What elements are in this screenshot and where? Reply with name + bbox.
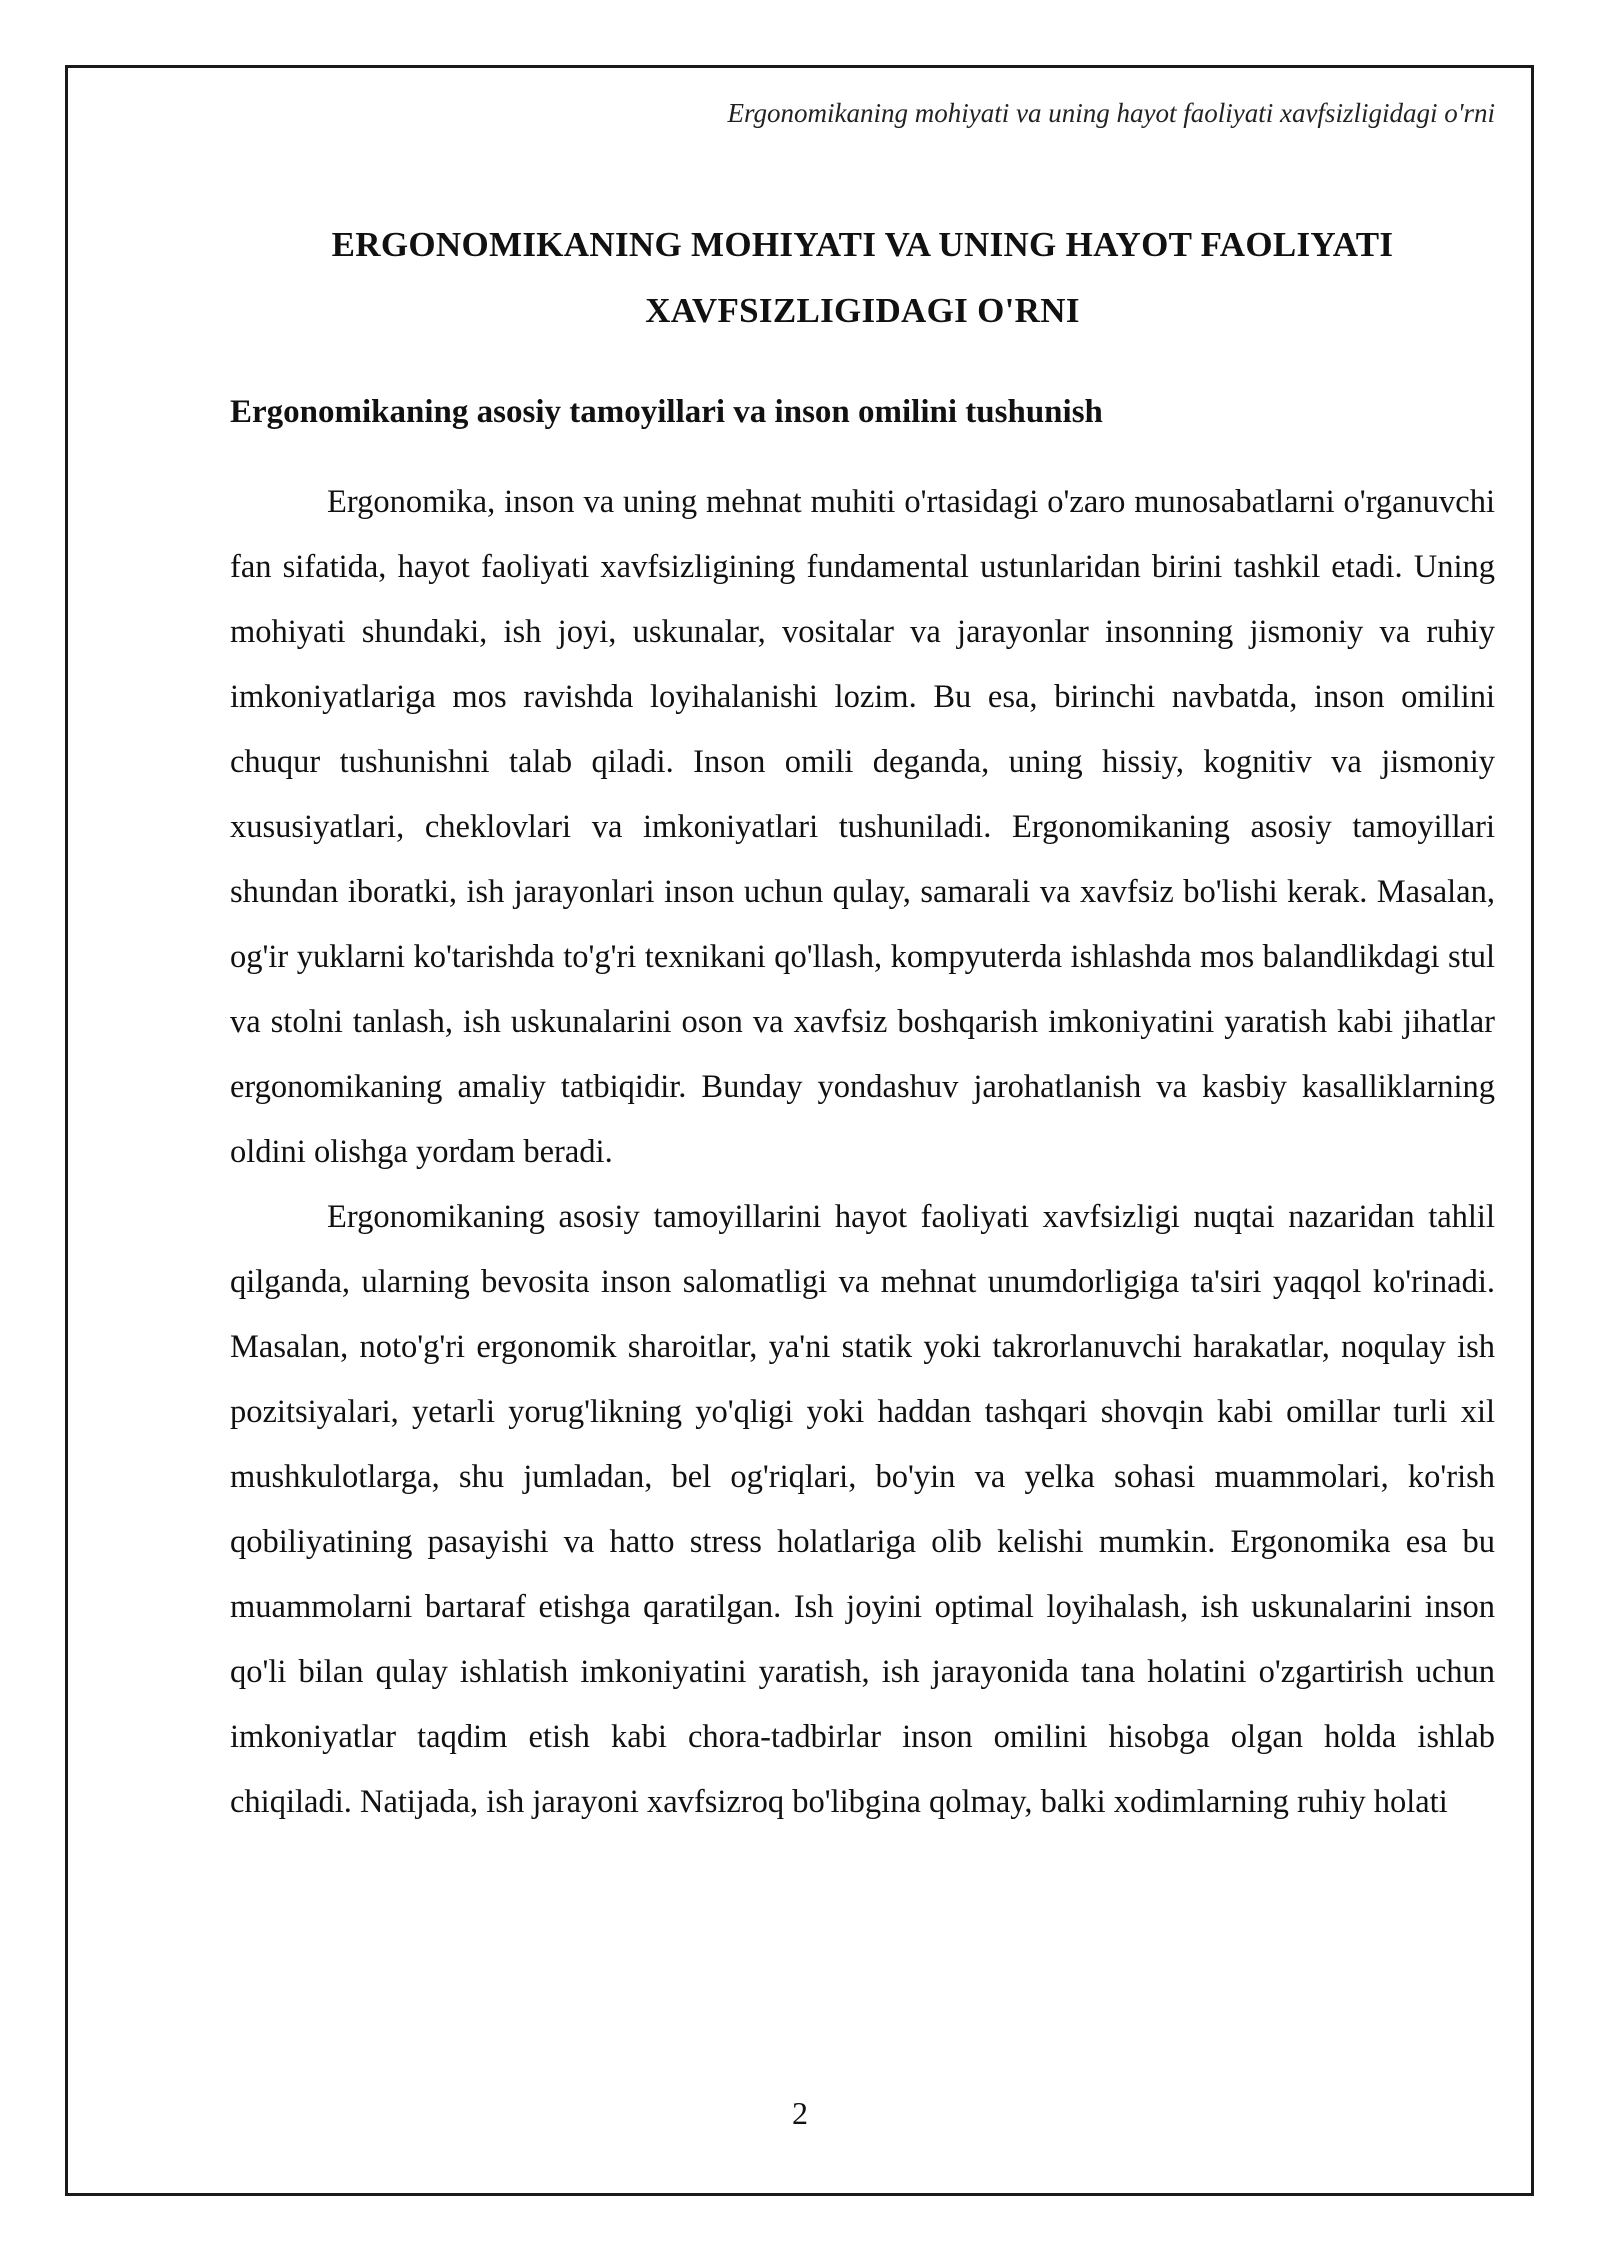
section-heading: Ergonomikaning asosiy tamoyillari va inson omilini tushunish bbox=[230, 394, 1103, 430]
body-text bbox=[230, 470, 1495, 1835]
running-header: Ergonomikaning mohiyati va uning hayot faoliyati xavfsizligidagi o'rni bbox=[727, 98, 1495, 128]
title-line-1: ERGONOMIKANING MOHIYATI VA UNING HAYOT FAOLIYATI bbox=[331, 225, 1394, 264]
page-number: 2 bbox=[792, 2095, 808, 2131]
paragraph: Ergonomika, inson va uning mehnat muhiti o'rtasidagi o'zaro munosabatlarni o'rganuvchi fan sifatida, hayot faoliyati xavfsizligining fundamental ustunlaridan birini tashkil etadi. Uning mohiyati shundaki, ish joyi, uskunalar, vositalar va jarayonlar insonning jismoniy va ruhiy imkoniyatlariga mos ravishda loyihalanishi lozim. Bu esa, birinchi navbatda, inson omilini chuqur tushunishni talab qiladi. Inson omili deganda, uning hissiy, kognitiv va jismoniy xususiyatlari, cheklovlari va imkoniyatlari tushuniladi. Ergonomikaning asosiy tamoyillari shundan iboratki, ish jarayonlari inson uchun qulay, samarali va xavfsiz bo'lishi kerak. Masalan, og'ir yuklarni ko'tarishda to'g'ri texnikani qo'llash, kompyuterda ishlashda mos balandlikdagi stul va stolni tanlash, ish uskunalarini oson va xavfsiz boshqarish imkoniyatini yaratish kabi jihatlar ergonomikaning amaliy tatbiqidir. Bunday yondashuv jarohatlanish va kasbiy kasalliklarning oldini olishga yordam beradi. bbox=[230, 484, 1495, 1170]
document-title bbox=[230, 212, 1495, 344]
title-line-2: XAVFSIZLIGIDAGI O'RNI bbox=[645, 291, 1080, 330]
paragraph: Ergonomikaning asosiy tamoyillarini hayot faoliyati xavfsizligi nuqtai nazaridan tahlil qilganda, ularning bevosita inson salomatligi va mehnat unumdorligiga ta'siri yaqqol ko'rinadi. Masalan, noto'g'ri ergonomik sharoitlar, ya'ni statik yoki takrorlanuvchi harakatlar, noqulay ish pozitsiyalari, yetarli yorug'likning yo'qligi yoki haddan tashqari shovqin kabi omillar turli xil mushkulotlarga, shu jumladan, bel og'riqlari, bo'yin va yelka sohasi muammolari, ko'rish qobiliyatining pasayishi va hatto stress holatlariga olib kelishi mumkin. Ergonomika esa bu muammolarni bartaraf etishga qaratilgan. Ish joyini optimal loyihalash, ish uskunalarini inson qo'li bilan qulay ishlatish imkoniyatini yaratish, ish jarayonida tana holatini o'zgartirish uchun imkoniyatlar taqdim etish kabi chora-tadbirlar inson omilini hisobga olgan holda ishlab chiqiladi. Natijada, ish jarayoni xavfsizroq bo'libgina qolmay, balki xodimlarning ruhiy holati bbox=[230, 1199, 1495, 1820]
